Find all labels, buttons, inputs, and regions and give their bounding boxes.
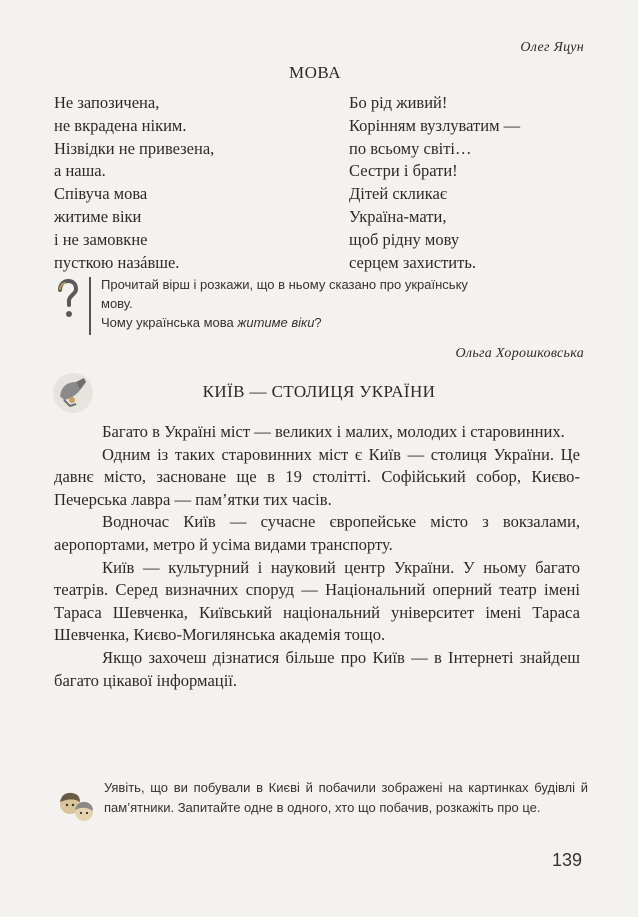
question-bar — [89, 277, 91, 335]
poem-line: Нізвідки не привезена, — [54, 138, 215, 158]
poem-author: Олег Яцун — [520, 40, 584, 55]
question-text-part: Чому українська мова — [101, 315, 238, 330]
poem-line: житиме віки — [54, 206, 142, 226]
article-paragraph: Водночас Київ — сучасне європейське місто з вокзалами, аеропортами, метро й усіма видами транспорту. — [54, 512, 580, 554]
poem-line: Не запозичена, — [54, 93, 160, 112]
question-line — [101, 313, 591, 332]
poem-line: і не замовкне — [54, 229, 148, 249]
poem-line: а наша. — [54, 161, 106, 181]
poem-line: щоб рідну мову — [349, 229, 460, 249]
article-author: Ольга Хорошковська — [455, 346, 584, 361]
poem-line: Співуча мова — [54, 184, 148, 204]
poem-line: Україна-мати, — [349, 206, 447, 226]
poem-line: Дітей скликає — [349, 184, 447, 204]
poem-line: по всьому світі… — [349, 138, 472, 158]
article-paragraph: Київ — культурний і науковий центр України. У ньому багато театрів. Серед визначних споруд — Національний оперний театр імені Тараса Шевченка, Київський національний університет імені Тараса Шевченка, Києво-Могилянська академія тощо. — [54, 557, 580, 645]
question-block — [53, 275, 593, 339]
question-text-part: ? — [314, 315, 322, 330]
question-mark-icon — [57, 279, 79, 321]
article-paragraph: Багато в Україні міст — великих і малих, молодих і старовинних. — [102, 422, 565, 441]
poem-line: Бо рід живий! — [349, 93, 448, 112]
poem-line: пусткою назáвше. — [54, 252, 180, 272]
children-talking-icon — [56, 786, 96, 828]
question-italic: житиме віки — [237, 315, 315, 330]
article-title: КИЇВ — СТОЛИЦЯ УКРАЇНИ — [202, 382, 436, 401]
poem-line: Сестри і брати! — [349, 161, 458, 181]
page-number: 139 — [551, 850, 582, 870]
article-paragraph: Одним із таких старовинних міст є Київ — столиця України. Це давнє місто, засноване ще в 19 столітті. Софійський собор, Києво-Печерська лавра — пам’ятки тих часів. — [54, 444, 580, 509]
poem-column-left — [54, 92, 214, 274]
question-line: Прочитай вірш і розкажи, що в ньому сказано про українську — [101, 277, 468, 292]
poem-line: серцем захистить. — [349, 252, 476, 272]
poem-title: МОВА — [289, 63, 341, 82]
article-paragraph: Якщо захочеш дізнатися більше про Київ — в Інтернеті знайдеш багато цікавої інформації. — [54, 647, 580, 690]
poem-column-right — [349, 92, 520, 274]
task-text: Уявіть, що ви побували в Києві й побачили зображені на картинках будівлі й пам’ятники. Запитайте одне в одного, хто що побачив, розкажіть про це. — [104, 780, 588, 815]
task-block — [52, 778, 592, 844]
article-body — [54, 421, 580, 692]
poem-line: не вкрадена ніким. — [54, 115, 187, 135]
question-line: мову. — [101, 296, 133, 311]
question-text — [101, 275, 591, 332]
poem-line: Корінням вузлуватим — — [349, 115, 521, 135]
